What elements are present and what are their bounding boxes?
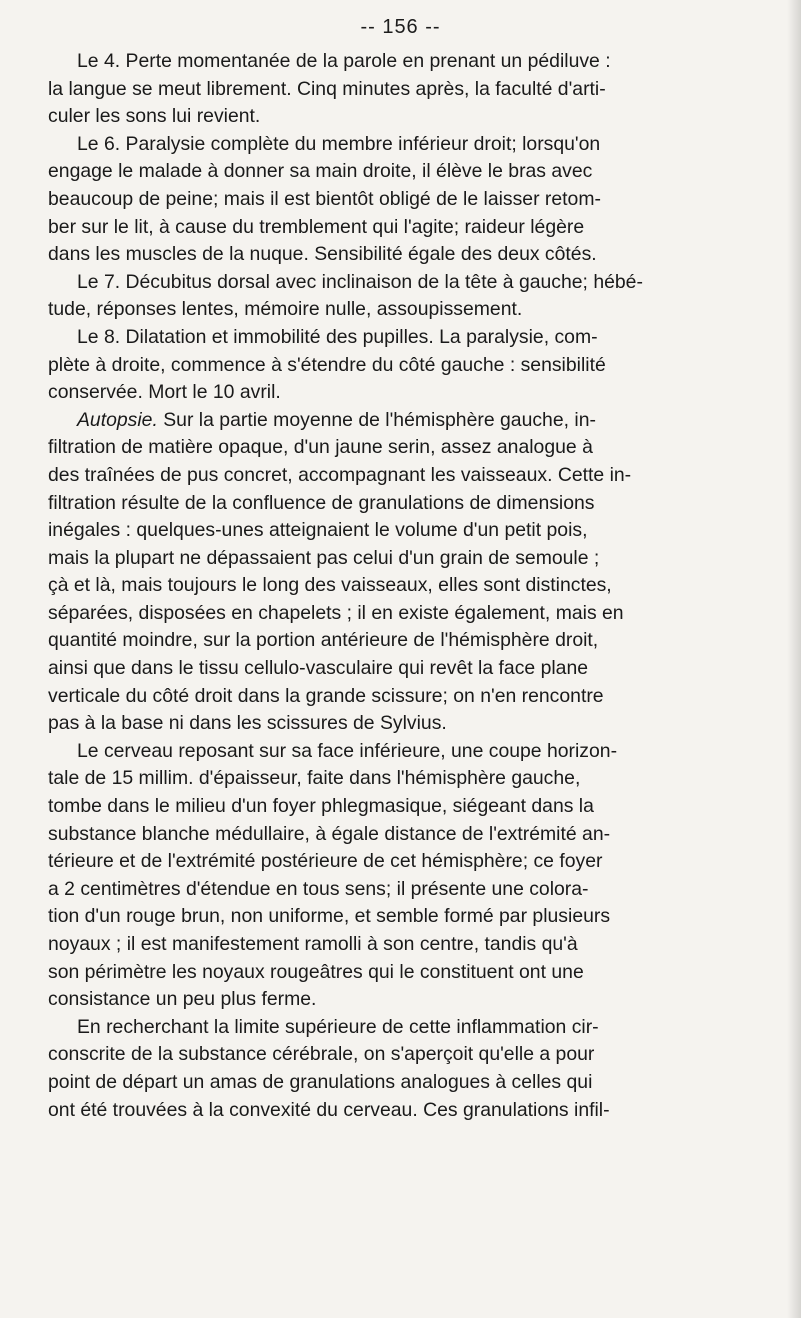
body-text xyxy=(48,48,758,1124)
autopsie-text: Sur la partie moyenne de l'hémisphère gauche, in- filtration de matière opaque, d'un jaune serin, assez analogue à des traînées de pus concret, accompagnant les vaisseaux. Cette in- filtration résulte de la confluence de granulations de dimensions inégales : quelques-unes atteignaient le volume d'un petit pois, mais la plupart ne dépassaient pas celui d'un grain de semoule ; çà et là, mais toujours le long des vaisseaux, elles sont distinctes, séparées, disposées en chapelets ; il en existe également, mais en quantité moindre, sur la portion antérieure de l'hémisphère droit, ainsi que dans le tissu cellulo-vasculaire qui revêt la face plane verticale du côté droit dans la grande scissure; on n'en rencontre pas à la base ni dans les scissures de Sylvius. xyxy=(48,408,632,735)
page-edge-shadow xyxy=(787,0,801,1318)
paragraph-le-8: Le 8. Dilatation et immobilité des pupilles. La paralysie, com- plète à droite, commence à s'étendre du côté gauche : sensibilité conservée. Mort le 10 avril. xyxy=(48,325,606,404)
paragraph-autopsie xyxy=(48,407,758,738)
paragraph-le-4: Le 4. Perte momentanée de la parole en prenant un pédiluve : la langue se meut librement. Cinq minutes après, la faculté d'arti- culer les sons lui revient. xyxy=(48,50,611,128)
paragraph-cerveau: Le cerveau reposant sur sa face inférieure, une coupe horizon- tale de 15 millim. d'épaisseur, faite dans l'hémisphère gauche, tombe dans le milieu d'un foyer phlegmasique, siégeant dans la substance blanche médullaire, à égale distance de l'extrémité an- térieure et de l'extrémité postérieure de cet hémisphère; ce foyer a 2 centimètres d'étendue en tous sens; il présente une colora- tion d'un rouge brun, non uniforme, et semble formé par plusieurs noyaux ; il est manifestement ramolli à son centre, tandis qu'à son périmètre les noyaux rougeâtres qui le constituent ont une consistance un peu plus ferme. xyxy=(48,739,618,1011)
paragraph-recherche: En recherchant la limite supérieure de cette inflammation cir- conscrite de la substance cérébrale, on s'aperçoit qu'elle a pour point de départ un amas de granulations analogues à celles qui ont été trouvées à la convexité du cerveau. Ces granulations infil- xyxy=(48,1015,610,1121)
autopsie-label: Autopsie. xyxy=(77,408,158,431)
paragraph-le-6: Le 6. Paralysie complète du membre inférieur droit; lorsqu'on engage le malade à donner sa main droite, il élève le bras avec beaucoup de peine; mais il est bientôt obligé de le laisser retom- ber sur le lit, à cause du tremblement qui l'agite; raideur légère dans les muscles de la nuque. Sensibilité égale des deux côtés. xyxy=(48,132,601,266)
paragraph-le-7: Le 7. Décubitus dorsal avec inclinaison de la tête à gauche; hébé- tude, réponses lentes, mémoire nulle, assoupissement. xyxy=(48,270,643,321)
page-number: -- 156 -- xyxy=(360,16,441,38)
